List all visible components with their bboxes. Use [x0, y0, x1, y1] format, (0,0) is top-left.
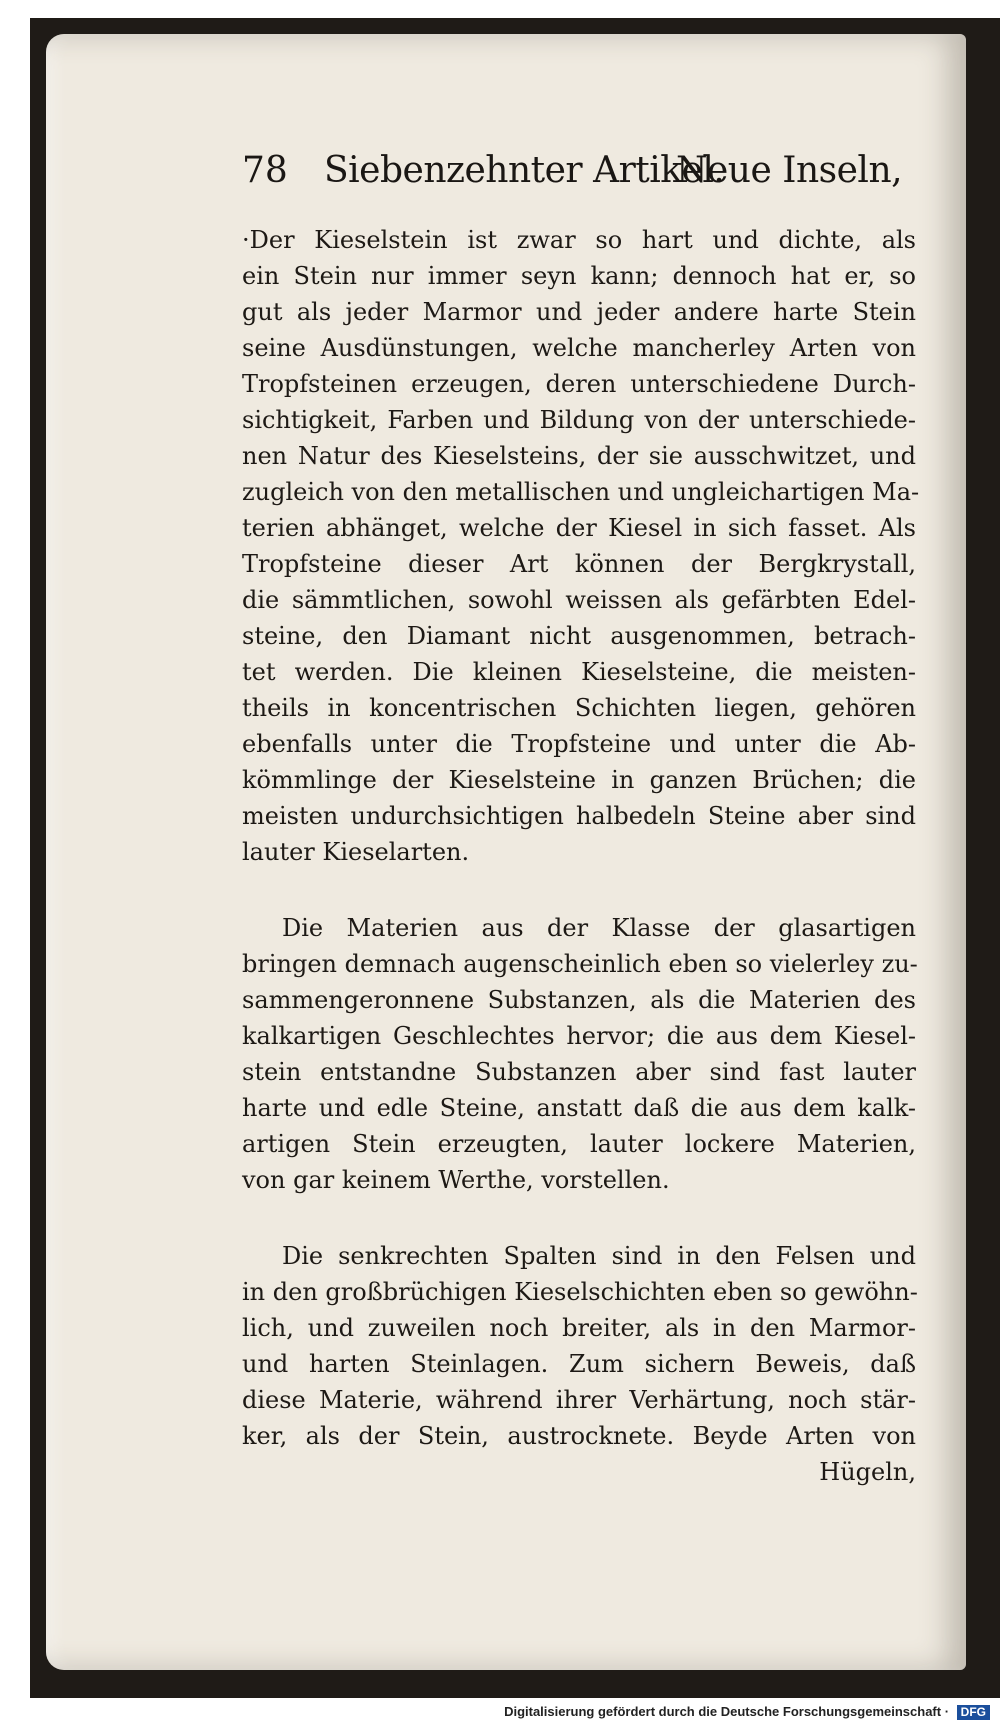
paragraph-gap	[242, 1198, 916, 1238]
dfg-logo: DFG	[957, 1705, 990, 1720]
paragraph-1	[242, 222, 920, 870]
text-line: terien abhänget, welche der Kiesel in sich fasset. Als	[242, 514, 916, 542]
text-line: und harten Steinlagen. Zum sichern Beweis, daß	[242, 1350, 916, 1378]
text-line: nen Natur des Kieselsteins, der sie ausschwitzet, und	[242, 442, 916, 470]
text-line: Die senkrechten Spalten sind in den Felsen und	[282, 1242, 916, 1270]
text-line: stein entstandne Substanzen aber sind fast lauter	[242, 1058, 916, 1086]
running-header	[242, 150, 912, 206]
header-title-right: Neue Inseln,	[676, 150, 903, 191]
text-line: lauter Kieselarten.	[242, 838, 470, 866]
text-line: sammengeronnene Substanzen, als die Materien des	[242, 986, 916, 1014]
text-line: ein Stein nur immer seyn kann; dennoch hat er, so	[242, 262, 916, 290]
text-line: von gar keinem Werthe, vorstellen.	[242, 1166, 670, 1194]
header-title-middle: Siebenzehnter Artikel.	[324, 150, 725, 191]
text-line: in den großbrüchigen Kieselschichten eben so gewöhn-	[242, 1278, 918, 1306]
text-line: ebenfalls unter die Tropfsteine und unter die Ab-	[242, 730, 916, 758]
text-line: ker, als der Stein, austrocknete. Beyde Arten von	[242, 1422, 916, 1450]
text-line: steine, den Diamant nicht ausgenommen, betrach-	[242, 622, 916, 650]
text-line: Die Materien aus der Klasse der glasartigen	[282, 914, 916, 942]
digitization-credit	[504, 1704, 990, 1720]
text-line: meisten undurchsichtigen halbedeln Steine aber sind	[242, 802, 916, 830]
paragraph-gap	[242, 870, 916, 910]
text-line: theils in koncentrischen Schichten liegen, gehören	[242, 694, 916, 722]
text-line: artigen Stein erzeugten, lauter lockere Materien,	[242, 1130, 916, 1158]
text-line: lich, und zuweilen noch breiter, als in den Marmor-	[242, 1314, 916, 1342]
paragraph-2	[242, 910, 916, 1198]
credit-text: Digitalisierung gefördert durch die Deutsche Forschungsgemeinschaft ·	[504, 1704, 950, 1719]
text-line: kömmlinge der Kieselsteine in ganzen Brüchen; die	[242, 766, 916, 794]
page-number: 78	[242, 150, 288, 191]
text-line: diese Materie, während ihrer Verhärtung, noch stär-	[242, 1386, 916, 1414]
text-line: sichtigkeit, Farben und Bildung von der unterschiede-	[242, 406, 916, 434]
text-line: die sämmtlichen, sowohl weissen als gefärbten Edel-	[242, 586, 916, 614]
text-line: Tropfsteine dieser Art können der Bergkrystall,	[242, 550, 916, 578]
paragraph-3	[242, 1238, 916, 1490]
text-line: seine Ausdünstungen, welche mancherley Arten von	[242, 334, 916, 362]
text-line: tet werden. Die kleinen Kieselsteine, die meisten-	[242, 658, 916, 686]
text-line: Tropfsteinen erzeugen, deren unterschiedene Durch-	[242, 370, 916, 398]
text-line: bringen demnach augenscheinlich eben so vielerley zu-	[242, 950, 918, 978]
text-line: zugleich von den metallischen und ungleichartigen Ma-	[242, 478, 920, 506]
text-line: kalkartigen Geschlechtes hervor; die aus dem Kiesel-	[242, 1022, 916, 1050]
catchword: Hügeln,	[819, 1458, 916, 1486]
text-line: ·Der Kieselstein ist zwar so hart und dichte, als	[242, 226, 916, 254]
text-line: gut als jeder Marmor und jeder andere harte Stein	[242, 298, 916, 326]
text-line: harte und edle Steine, anstatt daß die aus dem kalk-	[242, 1094, 916, 1122]
page-body	[242, 222, 920, 1490]
